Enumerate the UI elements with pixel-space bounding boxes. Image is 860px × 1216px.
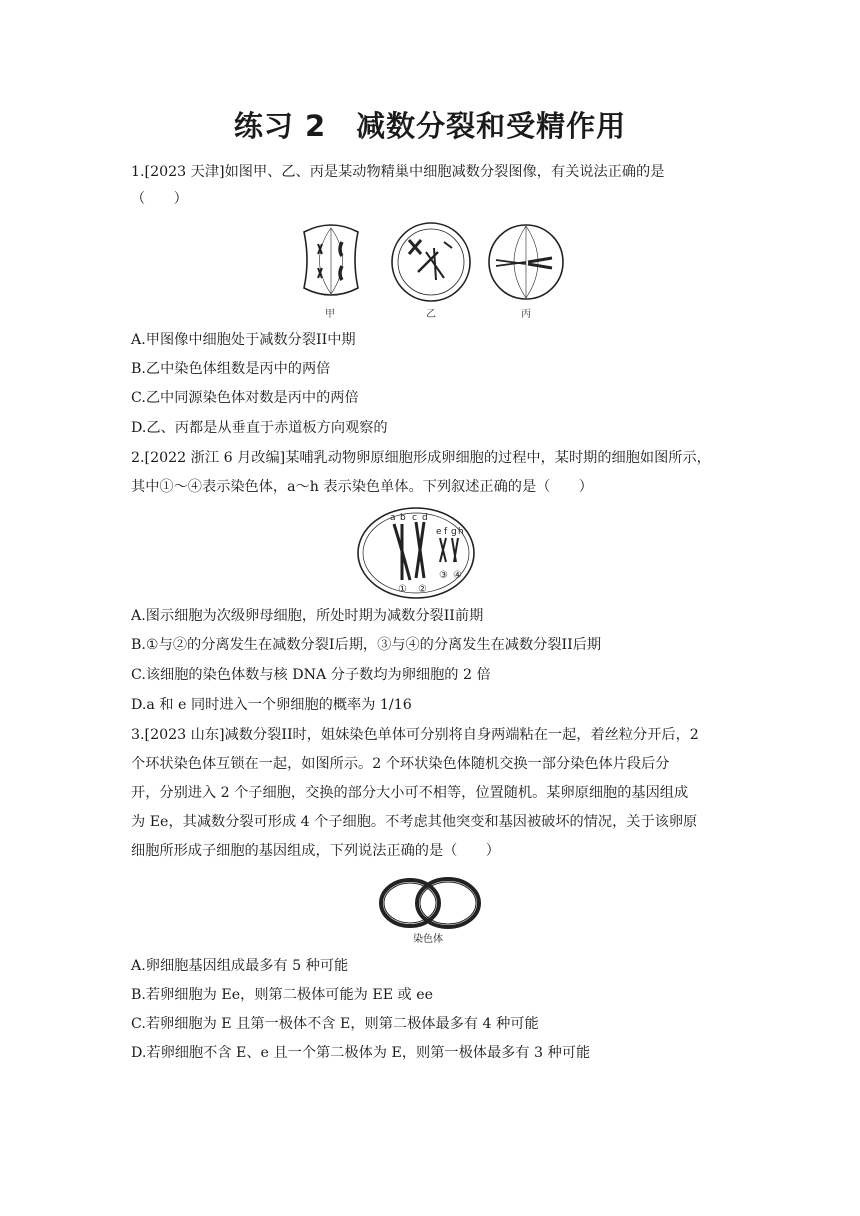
cell-bing (489, 225, 563, 299)
figure-label-chromosome: 染色体 (413, 934, 443, 945)
q2-option-d: D.a 和 e 同时进入一个卵细胞的概率为 1/16 (131, 697, 412, 713)
q1-figure (296, 222, 576, 324)
figure-label-bing: 丙 (521, 309, 531, 320)
q2-option-c: C.该细胞的染色体数与核 DNA 分子数均为卵细胞的 2 倍 (131, 667, 491, 683)
q3-option-c: C.若卵细胞为 E 且第一极体不含 E，则第二极体最多有 4 种可能 (131, 1016, 539, 1032)
chromosome-label-2: ② (418, 584, 427, 595)
chromatid-label-c: c (412, 513, 417, 523)
chromosome-label-4: ④ (453, 570, 462, 581)
q3-stem-line-1: 3.[2023 山东]减数分裂II时，姐妹染色单体可分别将自身两端粘在一起，着丝粒分开后，2 (131, 727, 699, 743)
q3-option-d: D.若卵细胞不含 E、e 且一个第二极体为 E，则第一极体最多有 3 种可能 (131, 1045, 591, 1061)
cell-yi (392, 223, 470, 301)
page-title: 练习 2 减数分裂和受精作用 (233, 109, 627, 143)
chromatid-label-f: f (444, 527, 448, 537)
q2-stem-line-2: 其中①～④表示染色体，a～h 表示染色单体。下列叙述正确的是（ ） (131, 479, 593, 495)
figure-label-yi: 乙 (426, 309, 436, 320)
q1-option-b: B.乙中染色体组数是丙中的两倍 (131, 361, 331, 377)
q1-stem-line-2: （ ） (131, 191, 188, 207)
chromosome-label-3: ③ (439, 570, 448, 581)
chromatid-label-g: g (451, 527, 457, 537)
q3-stem-line-2: 个环状染色体互锁在一起，如图所示。2 个环状染色体随机交换一部分染色体片段后分 (131, 756, 670, 772)
q2-figure (356, 506, 476, 600)
chromatid-label-e: e (436, 527, 442, 537)
q3-option-a: A.卵细胞基因组成最多有 5 种可能 (131, 958, 349, 974)
q1-option-a: A.甲图像中细胞处于减数分裂II中期 (131, 332, 356, 348)
chromatid-label-d: d (422, 513, 428, 523)
figure-label-jia: 甲 (325, 309, 335, 320)
chromatid-label-a: a (390, 513, 396, 523)
chromatid-label-h: h (458, 527, 464, 537)
q2-option-a: A.图示细胞为次级卵母细胞，所处时期为减数分裂II前期 (131, 608, 484, 624)
chromosome-label-1: ① (398, 584, 407, 595)
q3-stem-line-4: 为 Ee，其减数分裂可形成 4 个子细胞。不考虑其他突变和基因被破坏的情况，关于该卵原 (131, 814, 698, 830)
q3-stem-line-3: 开，分别进入 2 个子细胞，交换的部分大小可不相等，位置随机。某卵原细胞的基因组成 (131, 785, 689, 801)
q1-option-c: C.乙中同源染色体对数是丙中的两倍 (131, 390, 359, 406)
q3-stem-line-5: 细胞所形成子细胞的基因组成，下列说法正确的是（ ） (131, 843, 500, 859)
q3-figure (378, 876, 484, 948)
q1-stem-line-1: 1.[2023 天津]如图甲、乙、丙是某动物精巢中细胞减数分裂图像，有关说法正确的是 (131, 164, 665, 180)
q3-option-b: B.若卵细胞为 Ee，则第二极体可能为 EE 或 ee (131, 987, 434, 1003)
q1-option-d: D.乙、丙都是从垂直于赤道板方向观察的 (131, 420, 388, 436)
interlocked-ring-chromosomes (381, 879, 479, 927)
cell-jia (304, 225, 358, 295)
q2-option-b: B.①与②的分离发生在减数分裂I后期，③与④的分离发生在减数分裂II后期 (131, 637, 602, 653)
q2-stem-line-1: 2.[2022 浙江 6 月改编]某哺乳动物卵原细胞形成卵细胞的过程中，某时期的细胞如图所示， (131, 450, 711, 466)
chromatid-label-b: b (400, 513, 406, 523)
